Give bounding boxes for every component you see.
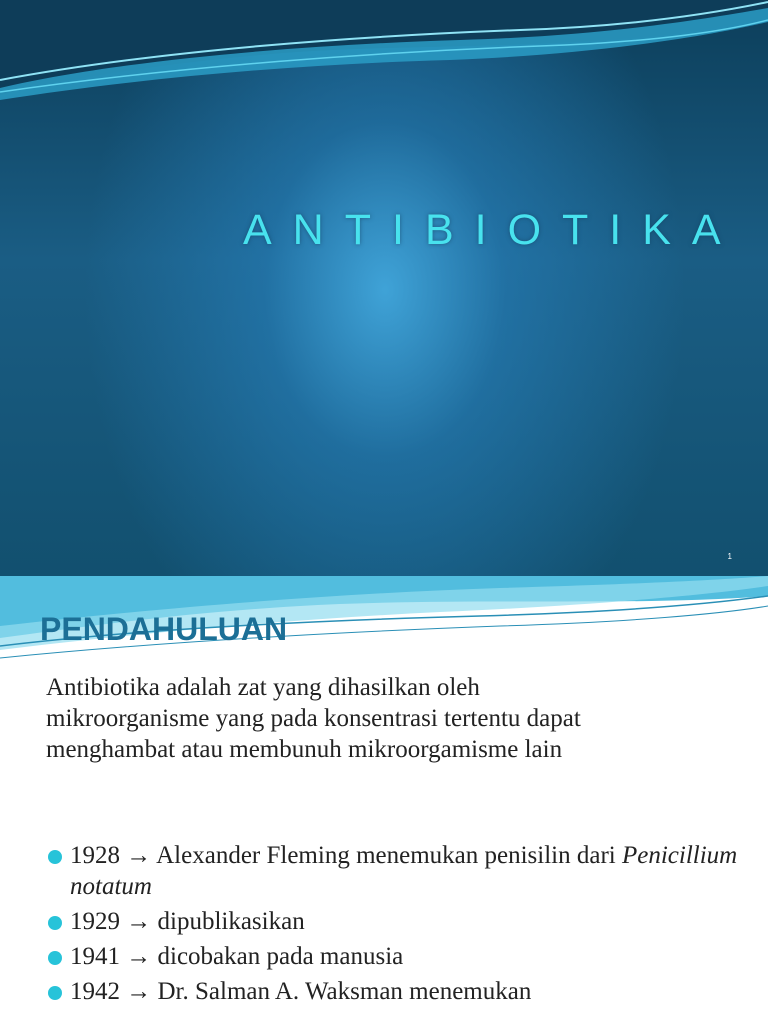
list-item-text: 1928 → Alexander Fleming menemukan penisilin dari	[70, 842, 622, 869]
content-slide	[0, 576, 768, 1024]
decorative-wave	[0, 0, 768, 110]
bullet-icon	[48, 951, 62, 965]
bullet-icon	[48, 986, 62, 1000]
list-item	[48, 840, 748, 902]
intro-paragraph: Antibiotika adalah zat yang dihasilkan oleh mikroorganisme yang pada konsentrasi tertentu dapat menghambat atau membunuh mikroorgamisme lain	[46, 674, 581, 763]
list-item-text: 1942 → Dr. Salman A. Waksman menemukan	[70, 978, 532, 1005]
list-item	[48, 941, 748, 972]
slide-heading: PENDAHULUAN	[40, 611, 288, 647]
list-item	[48, 976, 748, 1007]
list-item-text: 1929 → dipublikasikan	[70, 908, 305, 935]
bullet-icon	[48, 916, 62, 930]
page-number: 1	[727, 552, 732, 561]
list-item	[48, 906, 748, 937]
timeline-list	[48, 840, 748, 1011]
list-item-italic: Penicillium notatum	[70, 842, 738, 900]
list-item-text: 1941 → dicobakan pada manusia	[70, 943, 404, 970]
slide-title: ANTIBIOTIKA	[243, 206, 742, 254]
bullet-icon	[48, 850, 62, 864]
